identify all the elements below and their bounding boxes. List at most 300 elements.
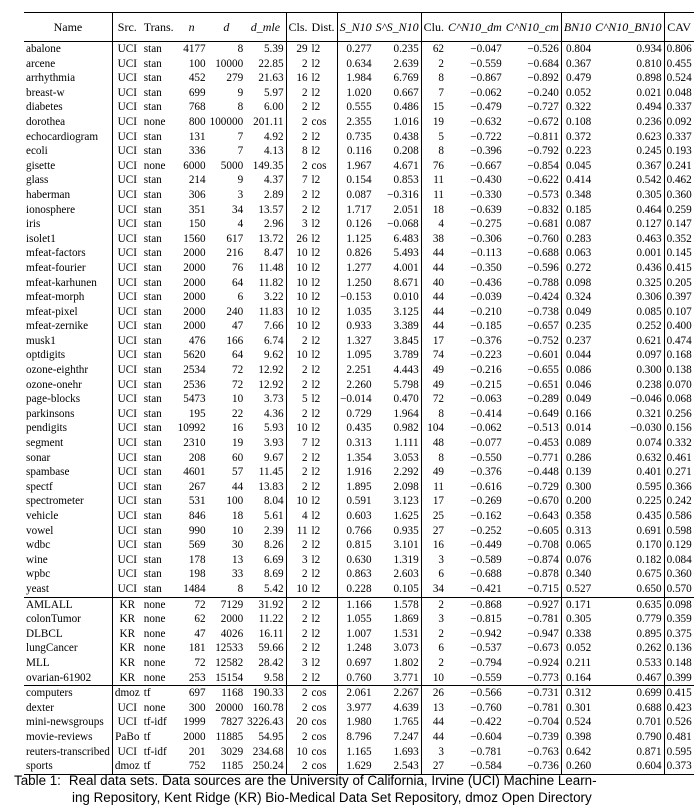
- cell-n: 2000: [183, 730, 206, 743]
- cell-n: 5473: [183, 393, 206, 406]
- table-row: [24, 421, 694, 436]
- header-row: [24, 13, 694, 42]
- cell-src: UCI: [112, 115, 141, 130]
- cell-n: 1560: [183, 232, 206, 245]
- cell-c-cm: −0.729: [527, 480, 559, 493]
- cell-trans: stan: [143, 582, 162, 595]
- cell-c-dm: −0.604: [470, 730, 502, 743]
- cell-c-cm: −0.688: [527, 247, 559, 260]
- cell-trans: stan: [143, 130, 162, 143]
- cell-cls: 10: [286, 246, 310, 261]
- cell-dmle: 8.69: [263, 568, 284, 581]
- cell-c-cm: −0.673: [527, 642, 559, 655]
- cell-trans: stan: [143, 510, 162, 522]
- table-row: [24, 392, 694, 407]
- cell-src: PaBo: [112, 730, 141, 745]
- cell-clu: 7: [421, 86, 446, 101]
- cell-dmle: 4.36: [263, 407, 284, 420]
- cell-n: 846: [188, 510, 206, 522]
- table-row: [24, 188, 694, 203]
- cell-dmle: 8.04: [263, 495, 284, 508]
- cell-dmle: 4.13: [263, 145, 284, 158]
- cell-c-bn: 0.225: [636, 495, 662, 508]
- cell-skew: 1.035: [337, 305, 374, 320]
- cell-cls: 10: [286, 421, 310, 436]
- cell-dist: cos: [311, 115, 327, 128]
- cell-c-bn: 0.691: [636, 524, 662, 537]
- cell-clu: 10: [421, 671, 446, 686]
- cell-skew-s: 0.982: [393, 422, 419, 435]
- cell-d: 4: [237, 218, 244, 231]
- cell-bn: 0.200: [561, 494, 593, 509]
- cell-cls: 10: [286, 276, 310, 291]
- cell-c-dm: −0.436: [470, 276, 502, 289]
- cell-cls: 2: [286, 86, 310, 101]
- cell-skew-s: 1.869: [393, 613, 419, 626]
- cell-dist: l2: [311, 378, 321, 391]
- cell-cav: 0.098: [664, 597, 694, 612]
- cell-n: 10992: [177, 422, 206, 435]
- cell-src: UCI: [112, 348, 141, 363]
- cell-cav: 0.526: [664, 715, 694, 730]
- cell-c-dm: −0.252: [470, 524, 502, 537]
- cell-bn: 0.338: [561, 627, 593, 642]
- cell-c-cm: −0.651: [527, 378, 559, 391]
- cell-cls: 2: [286, 57, 310, 72]
- cell-skew: 1.984: [337, 71, 374, 86]
- cell-dmle: 13.57: [258, 203, 284, 216]
- cell-dist: l2: [311, 218, 321, 231]
- cell-d: 72: [231, 378, 244, 391]
- cell-dist: l2: [311, 524, 321, 537]
- cell-n: 4177: [176, 42, 208, 57]
- cell-cav: 0.147: [664, 217, 694, 232]
- cell-c-cm: −0.878: [527, 568, 559, 581]
- cell-cav: 0.092: [664, 115, 694, 130]
- cell-c-cm: −0.424: [527, 291, 559, 304]
- cell-cls: 2: [286, 730, 310, 745]
- cell-d: 13: [231, 553, 244, 566]
- cell-clu: 5: [421, 130, 446, 145]
- cell-bn: 0.414: [561, 173, 593, 188]
- cell-n: 2000: [183, 291, 206, 304]
- cell-c-cm: −0.739: [527, 730, 559, 743]
- cell-src: KR: [112, 641, 141, 656]
- cell-c-cm: −0.781: [527, 613, 559, 626]
- cell-d: 7827: [220, 716, 244, 729]
- caption-label: Table 1:: [14, 773, 61, 788]
- cell-d: 1168: [208, 686, 246, 701]
- table-row: [24, 305, 694, 320]
- cell-bn: 0.260: [561, 759, 593, 774]
- cell-skew: 0.228: [337, 582, 374, 597]
- cell-cav: 0.524: [664, 71, 694, 86]
- cell-dmle: 8.26: [263, 539, 284, 552]
- cell-src: UCI: [112, 319, 141, 334]
- cell-trans: stan: [143, 407, 162, 420]
- header-trans: Trans.: [142, 13, 176, 42]
- table-row: [24, 203, 694, 218]
- cell-dist: l2: [311, 72, 321, 85]
- cell-dist: l2: [310, 42, 338, 57]
- cell-bn: 0.063: [561, 246, 593, 261]
- cell-c-dm: −0.062: [470, 422, 502, 435]
- cell-skew-s: 1.016: [393, 115, 419, 128]
- table-row: [24, 217, 694, 232]
- table-row: [24, 730, 694, 745]
- cell-trans: tf: [142, 759, 176, 774]
- cell-cls: 4: [286, 509, 310, 524]
- cell-name: wine: [26, 553, 48, 566]
- cell-cls: 26: [286, 232, 310, 247]
- cell-skew-s: 2.098: [393, 480, 419, 493]
- cell-d: 10000: [215, 57, 244, 70]
- cell-bn: 0.398: [561, 730, 593, 745]
- cell-skew: 0.435: [337, 421, 374, 436]
- cell-c-bn: 0.604: [593, 759, 664, 774]
- cell-cav: 0.598: [664, 524, 694, 539]
- cell-trans: stan: [143, 57, 162, 70]
- cell-d: 33: [231, 568, 244, 581]
- cell-skew: 0.555: [337, 100, 374, 115]
- cell-bn: 0.139: [561, 465, 593, 480]
- cell-trans: none: [143, 671, 166, 684]
- cell-skew-s: 6.483: [393, 232, 419, 245]
- cell-c-cm: −0.947: [527, 627, 559, 640]
- cell-skew-s: 8.671: [393, 276, 419, 289]
- table-row: [24, 612, 694, 627]
- cell-name: ovarian-61902: [26, 671, 92, 684]
- cell-n: 306: [188, 188, 206, 201]
- cell-n: 800: [188, 115, 206, 128]
- cell-d: 15154: [215, 671, 244, 684]
- table-row: [24, 524, 694, 539]
- cell-skew-s: 4.639: [393, 701, 419, 714]
- cell-name: ozone-onehr: [26, 378, 82, 391]
- cell-d: 76: [231, 261, 244, 274]
- cell-c-dm: −0.667: [470, 159, 502, 172]
- cell-c-dm: −0.781: [470, 745, 502, 758]
- cell-n: 300: [188, 701, 206, 714]
- cell-dist: l2: [310, 597, 338, 612]
- cell-c-dm: −0.449: [470, 539, 502, 552]
- cell-d: 5000: [220, 159, 244, 172]
- cell-clu: 44: [421, 261, 446, 276]
- cell-dmle: 54.95: [258, 730, 284, 743]
- cell-c-dm: −0.430: [470, 174, 502, 187]
- cell-skew-s: 1.531: [393, 627, 419, 640]
- cell-name: abalone: [24, 42, 112, 57]
- cell-c-cm: −0.832: [527, 203, 559, 216]
- cell-trans: stan: [143, 524, 162, 537]
- cell-skew-s: 3.125: [393, 305, 419, 318]
- cell-dist: cos: [311, 701, 327, 714]
- cell-clu: 17: [421, 334, 446, 349]
- cell-bn: 0.804: [561, 42, 593, 57]
- cell-cls: 2: [286, 567, 310, 582]
- cell-name: haberman: [26, 188, 71, 201]
- cell-c-bn: 0.934: [593, 42, 664, 57]
- cell-c-bn: 0.127: [636, 218, 662, 231]
- cell-clu: 40: [421, 276, 446, 291]
- cell-c-bn: 0.533: [636, 656, 662, 669]
- cell-cav: 0.148: [664, 656, 694, 671]
- cell-dist: l2: [311, 247, 321, 260]
- cell-cls: 5: [286, 392, 310, 407]
- cell-dist: l2: [311, 656, 321, 669]
- cell-dist: l2: [311, 145, 321, 158]
- cell-skew-s: 3.771: [393, 671, 419, 684]
- cell-c-dm: −0.113: [470, 247, 502, 260]
- cell-dmle: 2.39: [263, 524, 284, 537]
- cell-skew: 0.933: [337, 319, 374, 334]
- table-row: [24, 57, 694, 72]
- cell-cav: 0.399: [664, 671, 694, 686]
- table-row: [24, 509, 694, 524]
- cell-cav: 0.332: [664, 436, 694, 451]
- cell-dist: cos: [311, 730, 327, 743]
- cell-src: UCI: [112, 130, 141, 145]
- cell-c-bn: 0.097: [636, 349, 662, 362]
- cell-skew-s: 2.639: [393, 57, 419, 70]
- cell-c-bn: 0.688: [636, 701, 662, 714]
- cell-name: pendigits: [26, 422, 68, 435]
- cell-c-cm: −0.752: [527, 334, 559, 347]
- cell-dmle: 5.61: [263, 510, 284, 522]
- cell-c-dm: −0.414: [470, 407, 502, 420]
- cell-src: UCI: [112, 582, 141, 597]
- cell-n: 1484: [183, 582, 206, 595]
- cell-dmle: 12.92: [258, 364, 284, 377]
- cell-dmle: 9.67: [263, 451, 284, 464]
- cell-dmle: 7.66: [263, 320, 284, 333]
- cell-c-dm: −0.330: [470, 188, 502, 201]
- cell-c-bn: 0.182: [636, 553, 662, 566]
- cell-cav: 0.337: [664, 130, 694, 145]
- cell-c-bn: −0.030: [630, 422, 662, 435]
- cell-bn: 0.324: [561, 290, 593, 305]
- cell-c-dm: −0.269: [470, 495, 502, 508]
- cell-clu: 2: [421, 57, 446, 72]
- cell-d: 47: [231, 320, 244, 333]
- cell-clu: 49: [421, 465, 446, 480]
- cell-skew: 1.166: [337, 597, 374, 612]
- cell-c-bn: 0.542: [636, 174, 662, 187]
- cell-dist: l2: [311, 422, 321, 435]
- cell-bn: 0.322: [561, 100, 593, 115]
- cell-d: 6: [237, 291, 244, 304]
- cell-name: colonTumor: [26, 613, 81, 626]
- cell-c-bn: 0.701: [636, 716, 662, 729]
- cell-d: 57: [231, 466, 244, 479]
- cell-name: parkinsons: [26, 407, 75, 420]
- cell-skew: 0.126: [337, 217, 374, 232]
- cell-dmle: 9.58: [263, 671, 284, 684]
- table-row: [24, 378, 694, 393]
- cell-cav: 0.259: [664, 203, 694, 218]
- cell-cav: 0.271: [664, 465, 694, 480]
- cell-trans: stan: [143, 247, 162, 260]
- cell-dmle: 59.66: [258, 642, 284, 655]
- cell-src: UCI: [112, 232, 141, 247]
- cell-dist: l2: [311, 305, 321, 318]
- cell-bn: 0.313: [561, 524, 593, 539]
- cell-dist: l2: [311, 582, 321, 595]
- cell-n: 351: [188, 203, 206, 216]
- cell-clu: 3: [421, 553, 446, 568]
- cell-d: 18: [231, 510, 244, 522]
- cell-name: wpbc: [26, 568, 51, 581]
- cell-clu: 3: [421, 745, 446, 760]
- cell-dmle: 9.62: [263, 349, 284, 362]
- cell-skew-s: 3.789: [393, 349, 419, 362]
- cell-clu: 13: [421, 701, 446, 716]
- cell-dmle: 3226.43: [247, 716, 284, 729]
- cell-c-dm: −0.537: [470, 642, 502, 655]
- cell-skew-s: 2.292: [393, 466, 419, 479]
- cell-dist: l2: [311, 334, 321, 347]
- cell-trans: none: [143, 701, 166, 714]
- cell-name: lungCancer: [26, 642, 78, 655]
- cell-d: 216: [226, 247, 244, 260]
- cell-trans: stan: [143, 232, 162, 245]
- cell-src: UCI: [112, 42, 141, 57]
- cell-c-dm: −0.350: [470, 261, 502, 274]
- cell-skew-s: 0.470: [393, 393, 419, 406]
- cell-name: segment: [26, 437, 64, 450]
- header-cav: CAV: [664, 13, 694, 42]
- cell-c-dm: −0.047: [446, 42, 504, 57]
- cell-skew-s: 1.765: [393, 716, 419, 729]
- cell-src: UCI: [112, 86, 141, 101]
- cell-name: vowel: [26, 524, 54, 537]
- cell-dmle: 3.73: [263, 393, 284, 406]
- cell-trans: stan: [142, 42, 176, 57]
- cell-skew: 0.815: [337, 538, 374, 553]
- cell-c-cm: −0.760: [527, 232, 559, 245]
- cell-name: isolet1: [26, 232, 56, 245]
- cell-src: dmoz: [112, 759, 141, 774]
- table-row: [24, 334, 694, 349]
- cell-c-dm: −0.306: [470, 232, 502, 245]
- cell-skew: 0.154: [337, 173, 374, 188]
- table-row: [24, 290, 694, 305]
- cell-src: KR: [112, 612, 141, 627]
- table-row: [24, 553, 694, 568]
- cell-c-dm: −0.550: [470, 451, 502, 464]
- cell-d: 30: [231, 539, 244, 552]
- cell-cav: 0.084: [664, 553, 694, 568]
- cell-c-dm: −0.376: [470, 334, 502, 347]
- cell-n: 2536: [183, 378, 206, 391]
- cell-cls: 8: [286, 144, 310, 159]
- cell-trans: stan: [143, 145, 162, 158]
- cell-c-cm: −0.289: [527, 393, 559, 406]
- cell-skew-s: 0.667: [393, 86, 419, 99]
- cell-name: mfeat-pixel: [26, 305, 78, 318]
- cell-trans: stan: [143, 72, 162, 85]
- cell-c-cm: −0.601: [527, 349, 559, 362]
- cell-n: 72: [194, 656, 206, 669]
- cell-dmle: 11.22: [258, 613, 284, 626]
- cell-cav: 0.048: [664, 86, 694, 101]
- cell-clu: 8: [421, 144, 446, 159]
- cell-name: spambase: [26, 466, 70, 479]
- cell-d: 10: [231, 393, 244, 406]
- cell-bn: 0.049: [561, 305, 593, 320]
- cell-name: mini-newsgroups: [26, 716, 104, 729]
- cell-n: 2000: [183, 261, 206, 274]
- cell-c-dm: −0.162: [470, 510, 502, 522]
- cell-cls: 11: [286, 524, 310, 539]
- cell-dist: l2: [311, 174, 321, 187]
- cell-c-cm: −0.622: [527, 174, 559, 187]
- cell-c-dm: −0.275: [470, 218, 502, 231]
- group-kr: [24, 597, 694, 686]
- cell-trans: none: [143, 627, 166, 640]
- cell-bn: 0.098: [561, 276, 593, 291]
- cell-skew: 1.055: [337, 612, 374, 627]
- cell-name: spectrometer: [26, 495, 84, 508]
- cell-skew: −0.153: [337, 290, 374, 305]
- cell-name: mfeat-morph: [26, 291, 85, 304]
- cell-c-bn: 0.871: [636, 745, 662, 758]
- cell-c-dm: −0.376: [470, 466, 502, 479]
- cell-name: vehicle: [26, 510, 59, 522]
- cell-clu: 76: [421, 159, 446, 174]
- cell-skew: 1.020: [337, 86, 374, 101]
- cell-dmle: 201.11: [253, 115, 284, 128]
- cell-clu: 74: [421, 348, 446, 363]
- cell-cav: 0.461: [664, 451, 694, 466]
- cell-c-dm: −0.760: [470, 701, 502, 714]
- cell-n: 208: [188, 451, 206, 464]
- cell-c-bn: 0.325: [636, 276, 662, 289]
- cell-clu: 3: [421, 612, 446, 627]
- cell-skew: 0.591: [337, 494, 374, 509]
- cell-trans: stan: [143, 101, 162, 114]
- cell-clu: 44: [421, 305, 446, 320]
- cell-skew: 8.796: [337, 730, 374, 745]
- cell-n: 214: [188, 174, 206, 187]
- cell-cav: 0.352: [664, 232, 694, 247]
- cell-d: 3: [237, 188, 244, 201]
- cell-name: MLL: [26, 656, 50, 669]
- cell-dmle: 2.96: [263, 218, 284, 231]
- cell-clu: 8: [421, 71, 446, 86]
- cell-cls: 2: [286, 378, 310, 393]
- cell-cls: 10: [286, 494, 310, 509]
- cell-cav: 0.256: [664, 407, 694, 422]
- cell-src: UCI: [112, 188, 141, 203]
- cell-dist: l2: [311, 86, 321, 99]
- cell-d: 11885: [215, 730, 244, 743]
- cell-n: 2310: [183, 437, 206, 450]
- header-clu: Clu.: [421, 13, 446, 42]
- cell-dmle: 21.63: [258, 72, 284, 85]
- cell-skew-s: 2.603: [393, 568, 419, 581]
- real-datasets-table: [24, 12, 694, 775]
- cell-c-bn: 0.650: [636, 582, 662, 595]
- cell-src: UCI: [112, 494, 141, 509]
- cell-c-bn: 0.494: [636, 101, 662, 114]
- cell-c-dm: −0.421: [470, 582, 502, 595]
- cell-name: arrhythmia: [26, 72, 76, 85]
- table-row: [24, 715, 694, 730]
- cell-c-dm: −0.063: [470, 393, 502, 406]
- cell-cav: 0.145: [664, 246, 694, 261]
- cell-src: UCI: [112, 246, 141, 261]
